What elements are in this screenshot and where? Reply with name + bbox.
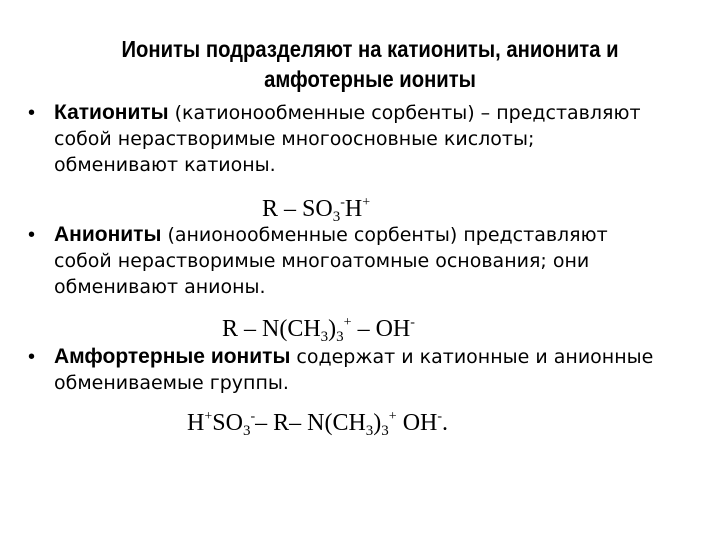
bullet-text-line: обмениваемые группы. [54,372,289,394]
bullet-text-line: собой нерастворимые многоатомные основания; они [54,250,590,272]
formula-part: H [187,410,205,436]
bullet-dot: • [28,224,36,246]
bullet-dot: • [28,346,36,368]
bullet-text-line: обменивают анионы. [54,276,266,298]
formula-part: SO [212,410,243,436]
formula-superscript: + [204,409,213,424]
formula-superscript: + [362,195,371,210]
formula-part: – OH [351,316,411,342]
bullet-anionites [28,222,698,300]
term-anionites: Аниониты [54,223,162,246]
bullet-cationites [28,100,698,178]
formula-part: – R– N(CH [255,410,366,436]
bullet-dot: • [28,102,36,124]
formula-part: . [442,410,449,436]
formula-superscript: + [388,409,397,424]
term-amphoteric: Амфортерные иониты [54,345,291,368]
term-cationites: Катиониты [54,101,169,124]
formula-part: OH [396,410,438,436]
formula-subscript: 3 [381,423,389,439]
formula-part: ) [328,316,337,342]
formula-part: R – N(CH [222,316,321,342]
bullet-text-line: обменивают катионы. [54,154,276,176]
formula-part: H [344,196,363,222]
formula-superscript: - [250,409,256,424]
formula-subscript: 3 [320,329,329,345]
slide-title [97,34,643,94]
formula-part: ) [373,410,382,436]
formula-part: R – SO [262,196,333,222]
bullet-text: (анионообменные сорбенты) представляют [161,224,608,246]
formula-superscript: - [437,409,443,424]
formula-subscript: 3 [365,423,374,439]
formula-amphoteric [187,402,448,446]
bullet-text-line: собой нерастворимые многоосновные кислоты; [54,128,535,150]
bullet-amphoteric [28,344,698,396]
formula-superscript: - [410,315,415,330]
formula-superscript: + [343,315,352,330]
title-line-1: Иониты подразделяют на катиониты, анионита и [121,36,619,62]
bullet-text: (катионообменные сорбенты) – представляют [168,102,641,124]
formula-subscript: 3 [332,209,341,225]
title-line-2: амфотерные иониты [264,66,476,92]
bullet-text: содержат и катионные и анионные [290,346,654,368]
formula-subscript: 3 [242,423,251,439]
formula-subscript: 3 [336,329,344,345]
formula-superscript: - [340,195,345,210]
